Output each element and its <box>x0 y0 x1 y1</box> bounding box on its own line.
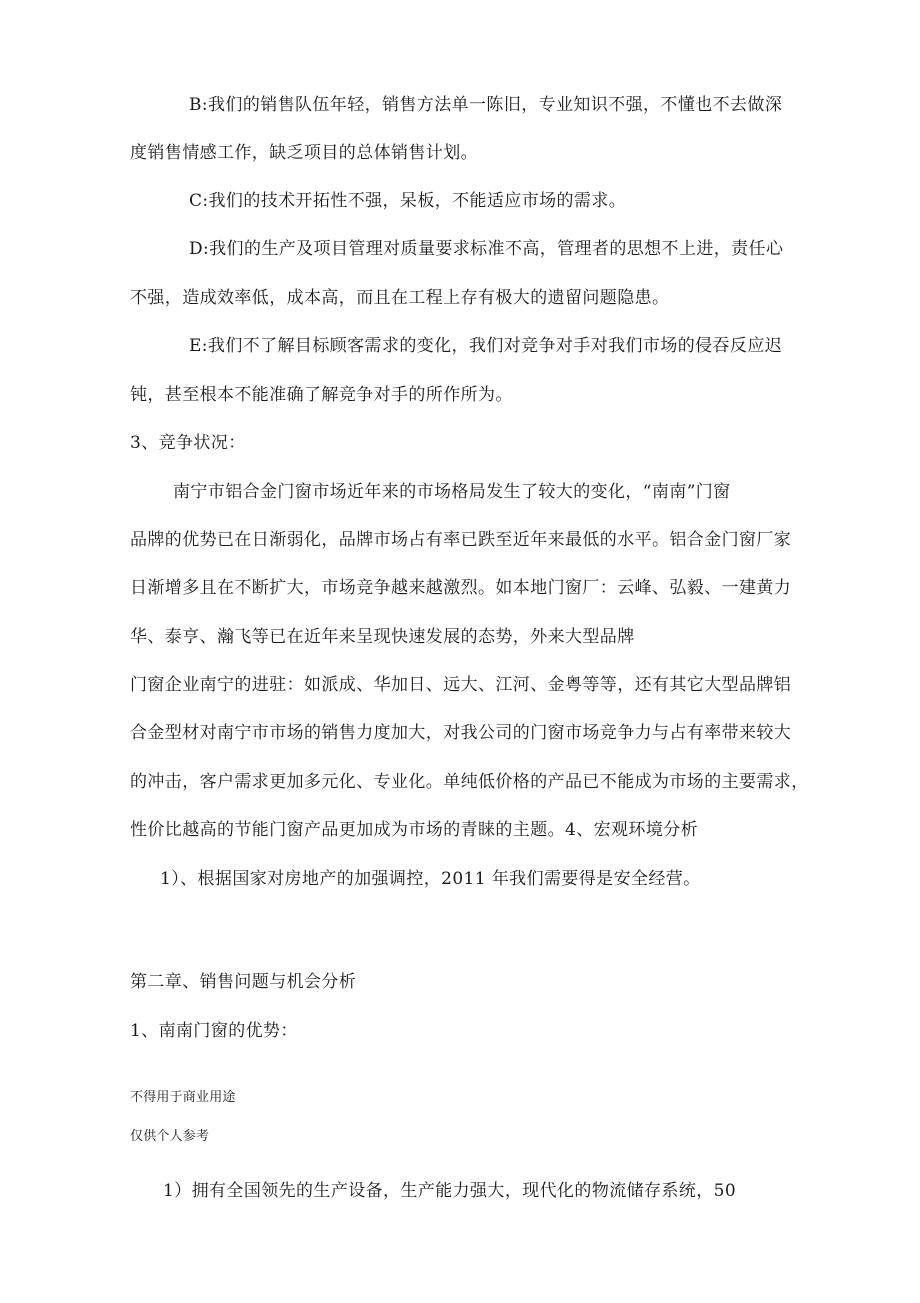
chapter-2-title: 第二章、销售问题与机会分析 <box>130 972 357 992</box>
competition-line: 合金型材对南宁市市场的销售力度加大，对我公司的门窗市场竞争力与占有率带来较大 <box>130 723 792 743</box>
competition-line: 品牌的优势已在日渐弱化，品牌市场占有率已跌至近年来最低的水平。铝合金门窗厂家 <box>130 530 792 550</box>
section-e-line-2: 钝，甚至根本不能准确了解竞争对手的所作所为。 <box>130 385 513 405</box>
chapter-2-subheading: 1、南南门窗的优势： <box>130 1021 298 1041</box>
competition-line: 的冲击，客户需求更加多元化、专业化。单纯低价格的产品已不能成为市场的主要需求， <box>130 772 809 792</box>
macro-item-1: 1）、根据国家对房地产的加强调控，2011 年我们需要得是安全经营。 <box>160 869 701 889</box>
competition-line: 门窗企业南宁的进驻：如派成、华加日、远大、江河、金粤等等，还有其它大型品牌铝 <box>130 675 792 695</box>
section-c-line-1: C:我们的技术开拓性不强，呆板，不能适应市场的需求。 <box>189 191 627 211</box>
competition-line: 华、泰亨、瀚飞等已在近年来呈现快速发展的态势，外来大型品牌 <box>130 627 635 647</box>
watermark-line-2: 仅供个人参考 <box>130 1129 210 1144</box>
competition-line: 南宁市铝合金门窗市场近年来的市场格局发生了较大的变化，“南南”门窗 <box>173 482 731 502</box>
section-b-line-2: 度销售情感工作，缺乏项目的总体销售计划。 <box>130 143 478 163</box>
watermark-line-1: 不得用于商业用途 <box>130 1090 236 1105</box>
section-d-line-2: 不强，造成效率低，成本高，而且在工程上存有极大的遗留问题隐患。 <box>130 288 670 308</box>
competition-line: 日渐增多且在不断扩大，市场竞争越来越激烈。如本地门窗厂：云峰、弘毅、一建黄力 <box>130 578 792 598</box>
advantage-item-1: 1）拥有全国领先的生产设备，生产能力强大，现代化的物流储存系统，50 <box>163 1181 737 1201</box>
competition-heading: 3、竞争状况： <box>130 433 246 453</box>
section-d-line-1: D:我们的生产及项目管理对质量要求标准不高，管理者的思想不上进，责任心 <box>189 239 784 259</box>
section-e-line-1: E:我们不了解目标顾客需求的变化，我们对竞争对手对我们市场的侵吞反应迟 <box>189 336 783 356</box>
competition-line: 性价比越高的节能门窗产品更加成为市场的青睐的主题。4、宏观环境分析 <box>130 820 699 840</box>
section-b-line-1: B:我们的销售队伍年轻，销售方法单一陈旧，专业知识不强，不懂也不去做深 <box>189 95 783 115</box>
